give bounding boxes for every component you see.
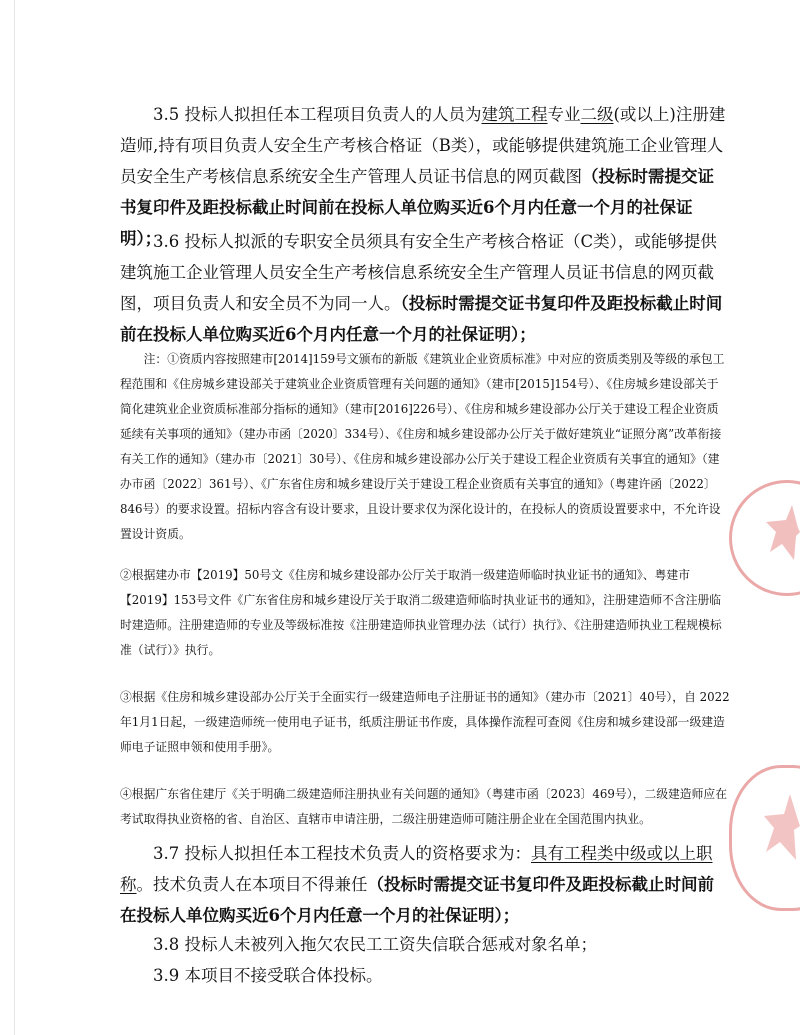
- scan-edge-line: [14, 0, 15, 1035]
- clause-3-5-discipline: 建筑工程: [481, 105, 548, 124]
- clause-3-5-bold-note: （投标时需提交证书复印件及距投标截止时间前在投标人单位购买近6个月内任意一个月的社保证明）；: [120, 167, 714, 248]
- seal-star-icon: [752, 790, 800, 880]
- clause-3-5-text-b: 专业: [547, 105, 581, 124]
- clause-3-8: 3.8 投标人未被列入拖欠农民工工资失信联合惩戒对象名单；: [153, 935, 597, 954]
- clause-3-7-bold-note: （投标时需提交证书复印件及距投标截止时间前在投标人单位购买近6个月内任意一个月的社保证明）；: [120, 875, 714, 925]
- clause-3-7: [120, 838, 730, 931]
- note-1: 注：①资质内容按照建市[2014]159号文颁布的新版《建筑业企业资质标准》中对应的资质类别及等级的承包工程范围和《住房城乡建设部关于建筑业企业资质管理有关问题的通知》（建市[2015]154号）、《住房城乡建设部关于简化建筑业企业资质标准部分指标的通知》（建市[2016]226号）、《住房和城乡建设部办公厅关于建设工程企业资质延续有关事项的通知》（建办市函〔2020〕334号）、《住房和城乡建设部办公厅关于做好建筑业“证照分离”改革衔接有关工作的通知》（建办市〔2021〕30号）、《住房和城乡建设部办公厅关于建设工程企业资质有关事宜的通知》（建办市函〔2022〕361号）、《广东省住房和城乡建设厅关于建设工程企业资质有关事宜的通知》（粤建许函〔2022〕846号）的要求设置。招标内容含有设计要求，且设计要求仅为深化设计的，在投标人的资质设置要求中，不允许设置设计资质。: [120, 352, 725, 541]
- clause-3-7-requirement: 具有工程类中级或以上职称: [120, 844, 713, 894]
- note-2: ②根据建办市【2019】50号文《住房和城乡建设部办公厅关于取消一级建造师临时执业证书的通知》、粤建市【2019】153号文件《广东省住房和城乡建设厅关于取消二级建造师临时执业证书的通知》，注册建造师不含注册临时建造师。注册建造师的专业及等级标准按《注册建造师执业管理办法（试行）执行》、《注册建造师执业工程规模标准（试行）》执行。: [120, 568, 722, 657]
- clause-3-7-text-b: 。技术负责人在本项目不得兼任: [136, 875, 368, 894]
- clause-3-7-text-a: 3.7 投标人拟担任本工程技术负责人的资格要求为：: [153, 844, 531, 863]
- clause-3-5-text-a: 3.5 投标人拟担任本工程项目负责人的人员为: [153, 105, 482, 124]
- clause-3-9: 3.9 本项目不接受联合体投标。: [153, 966, 383, 985]
- clause-3-6: [120, 226, 730, 350]
- clause-3-6-bold-note: （投标时需提交证书复印件及距投标截止时间前在投标人单位购买近6个月内任意一个月的社保证明）；: [120, 294, 723, 344]
- note-3: ③根据《住房和城乡建设部办公厅关于全面实行一级建造师电子注册证书的通知》（建办市〔2021〕40号），自 2022年1月1日起，一级建造师统一使用电子证书，纸质注册证书作废，具体操作流程可查阅《住房和城乡建设部一级建造师电子证照申领和使用手册》。: [120, 690, 730, 754]
- seal-star-icon: [752, 500, 800, 580]
- clause-3-5-text-c: (或以上)注册建造师,持有项目负责人安全生产考核合格证（B类），或能够提供建筑施工企业管理人员安全生产考核信息系统安全生产管理人员证书信息的网页截图: [120, 105, 726, 186]
- clause-3-6-text: 3.6 投标人拟派的专职安全员须具有安全生产考核合格证（C类），或能够提供建筑施工企业管理人员安全生产考核信息系统安全生产管理人员证书信息的网页截图，项目负责人和安全员不为同一人。: [120, 232, 717, 313]
- note-4: ④根据广东省住建厅《关于明确二级建造师注册执业有关问题的通知》（粤建市函〔2023〕469号），二级建造师应在考试取得执业资格的省、自治区、直辖市申请注册，二级注册建造师可随注册企业在全国范围内执业。: [120, 787, 727, 826]
- clause-3-5-level: 二级: [580, 105, 614, 124]
